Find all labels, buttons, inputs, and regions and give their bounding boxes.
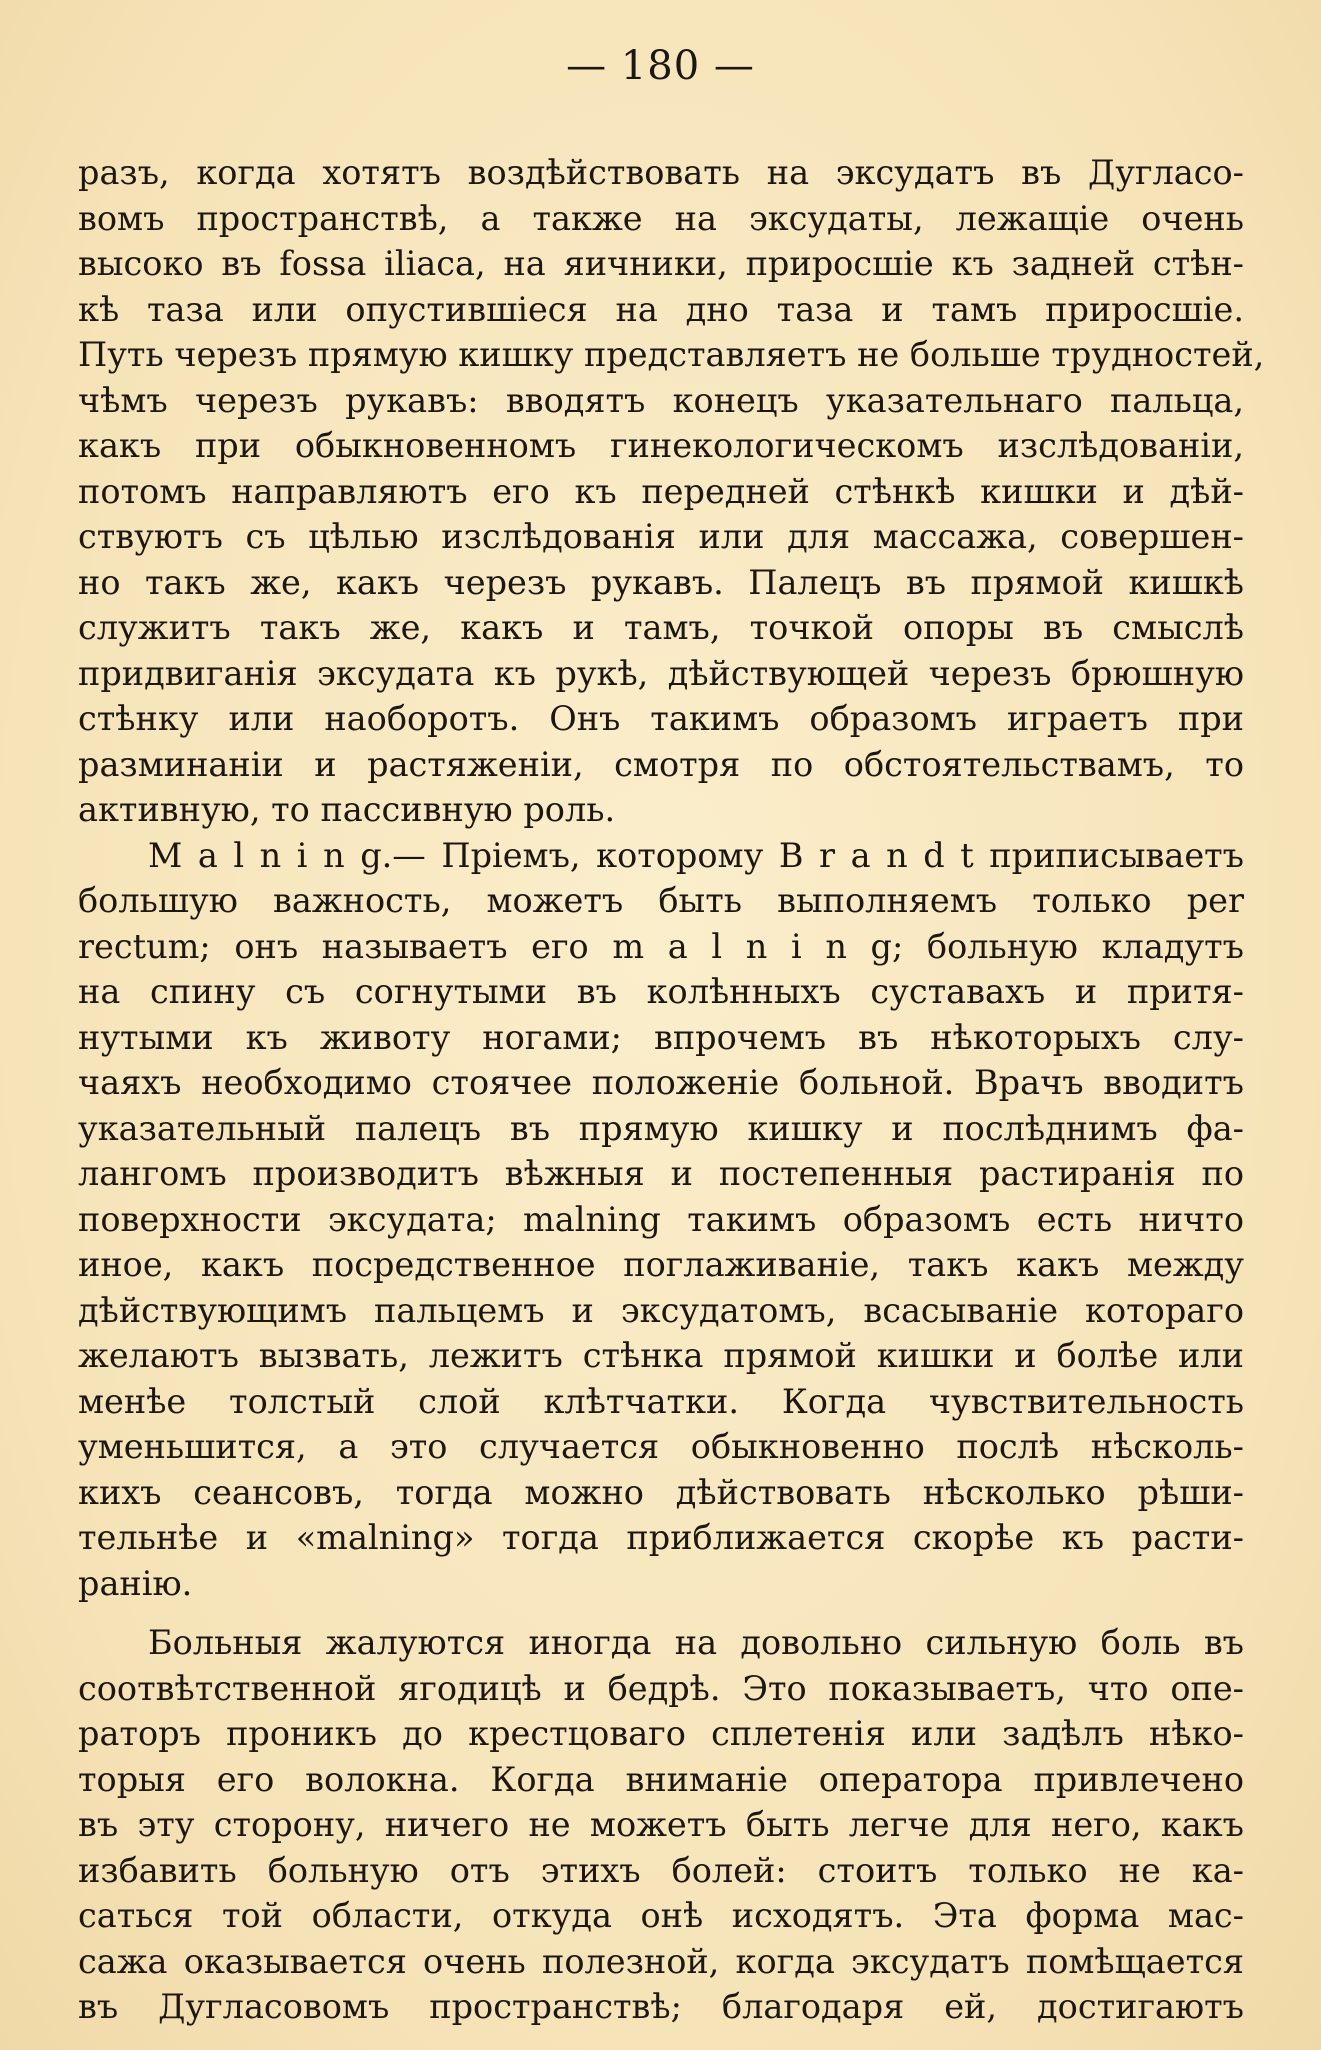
text-line: но такъ же, какъ черезъ рукавъ. Палецъ въ прямой кишкѣ <box>78 562 1244 602</box>
text-line: менѣе толстый слой клѣтчатки. Когда чувствительность <box>78 1381 1244 1421</box>
text-line: высоко въ fossa iliaca, на яичники, приросшіе къ задней стѣн- <box>78 244 1244 283</box>
text-line: торыя его волокна. Когда вниманіе оператора привлечено <box>78 1759 1244 1799</box>
text-line: большую важность, можетъ быть выполняемъ только per <box>78 881 1244 920</box>
text-line: въ Дугласовомъ пространствѣ; благодаря ей, достигаютъ <box>78 1987 1244 2026</box>
text-line: стѣнку или наоборотъ. Онъ такимъ образомъ играетъ при <box>78 699 1244 738</box>
text-line: потомъ направляютъ его къ передней стѣнкѣ кишки и дѣй- <box>78 471 1244 511</box>
text-line: дѣйствующимъ пальцемъ и эксудатомъ, всасываніе котораго <box>78 1290 1244 1330</box>
text-line: активную, то пассивную роль. <box>78 790 616 829</box>
text-line: раторъ проникъ до крестцоваго сплетенія или задѣлъ нѣко- <box>78 1714 1244 1753</box>
text-line: разминаніи и растяженіи, смотря по обстоятельствамъ, то <box>78 744 1244 784</box>
text-line: лангомъ производитъ вѣжныя и постепенныя растиранія по <box>78 1154 1244 1193</box>
text-line: саться той области, откуда онѣ исходятъ. Эта форма мас- <box>78 1896 1244 1935</box>
text-line: служитъ такъ же, какъ и тамъ, точкой опоры въ смыслѣ <box>78 608 1244 647</box>
text-line: ствуютъ съ цѣлью изслѣдованія или для массажа, совершен- <box>78 517 1244 556</box>
text-line: Больныя жалуются иногда на довольно сильную боль въ <box>148 1623 1244 1662</box>
text-line: соотвѣтственной ягодицѣ и бедрѣ. Это показываетъ, что опе- <box>78 1668 1244 1708</box>
text-line: чѣмъ черезъ рукавъ: вводятъ конецъ указательнаго пальца, <box>78 380 1244 420</box>
text-line: ранію. <box>78 1563 193 1603</box>
paragraph-2 <box>78 833 1244 1607</box>
text-line: сажа оказывается очень полезной, когда эксудатъ помѣщается <box>78 1941 1244 1981</box>
text-line: избавить больную отъ этихъ болей: стоитъ только не ка- <box>78 1850 1244 1890</box>
page-number: — 180 — <box>566 43 755 89</box>
paragraph-3 <box>78 1620 1244 2030</box>
text-line: на спину съ согнутыми въ колѣнныхъ суставахъ и притя- <box>78 972 1244 1011</box>
text-line: придвиганія эксудата къ рукѣ, дѣйствующей черезъ брюшную <box>78 653 1244 693</box>
text-line: указательный палецъ въ прямую кишку и послѣднимъ фа- <box>78 1108 1244 1148</box>
text-line: rectum; онъ называетъ его m a l n i n g; больную кладутъ <box>78 926 1244 966</box>
text-line: чаяхъ необходимо стоячее положеніе больной. Врачъ вводитъ <box>78 1063 1244 1102</box>
text-line: желаютъ вызвать, лежитъ стѣнка прямой кишки и болѣе или <box>78 1336 1244 1375</box>
text-line: тельнѣе и «malning» тогда приближается скорѣе къ расти- <box>78 1518 1244 1557</box>
text-line: Путь черезъ прямую кишку представляетъ не больше трудностей, <box>78 335 1265 374</box>
paragraph-gap <box>78 1606 1244 1620</box>
text-line: разъ, когда хотятъ воздѣйствовать на эксудатъ въ Дугласо- <box>78 153 1244 192</box>
paragraph-1 <box>78 150 1265 833</box>
body-text <box>78 150 1265 2030</box>
text-line: вомъ пространствѣ, а также на эксудаты, лежащіе очень <box>78 198 1244 238</box>
text-line: кихъ сеансовъ, тогда можно дѣйствовать нѣсколько рѣши- <box>78 1472 1244 1512</box>
text-line: нутыми къ животу ногами; впрочемъ въ нѣкоторыхъ слу- <box>78 1017 1244 1057</box>
text-line: поверхности эксудата; malning такимъ образомъ есть ничто <box>78 1199 1244 1239</box>
text-line: иное, какъ посредственное поглаживаніе, такъ какъ между <box>78 1245 1244 1284</box>
text-line: кѣ таза или опустившіеся на дно таза и тамъ приросшіе. <box>78 289 1244 329</box>
text-line: въ эту сторону, ничего не можетъ быть легче для него, какъ <box>78 1805 1244 1844</box>
text-line: M a l n i n g.— Пріемъ, которому B r a n d t приписываетъ <box>148 835 1244 875</box>
text-line: уменьшится, а это случается обыкновенно послѣ нѣсколь- <box>78 1427 1244 1466</box>
text-line: какъ при обыкновенномъ гинекологическомъ изслѣдованіи, <box>78 426 1244 465</box>
